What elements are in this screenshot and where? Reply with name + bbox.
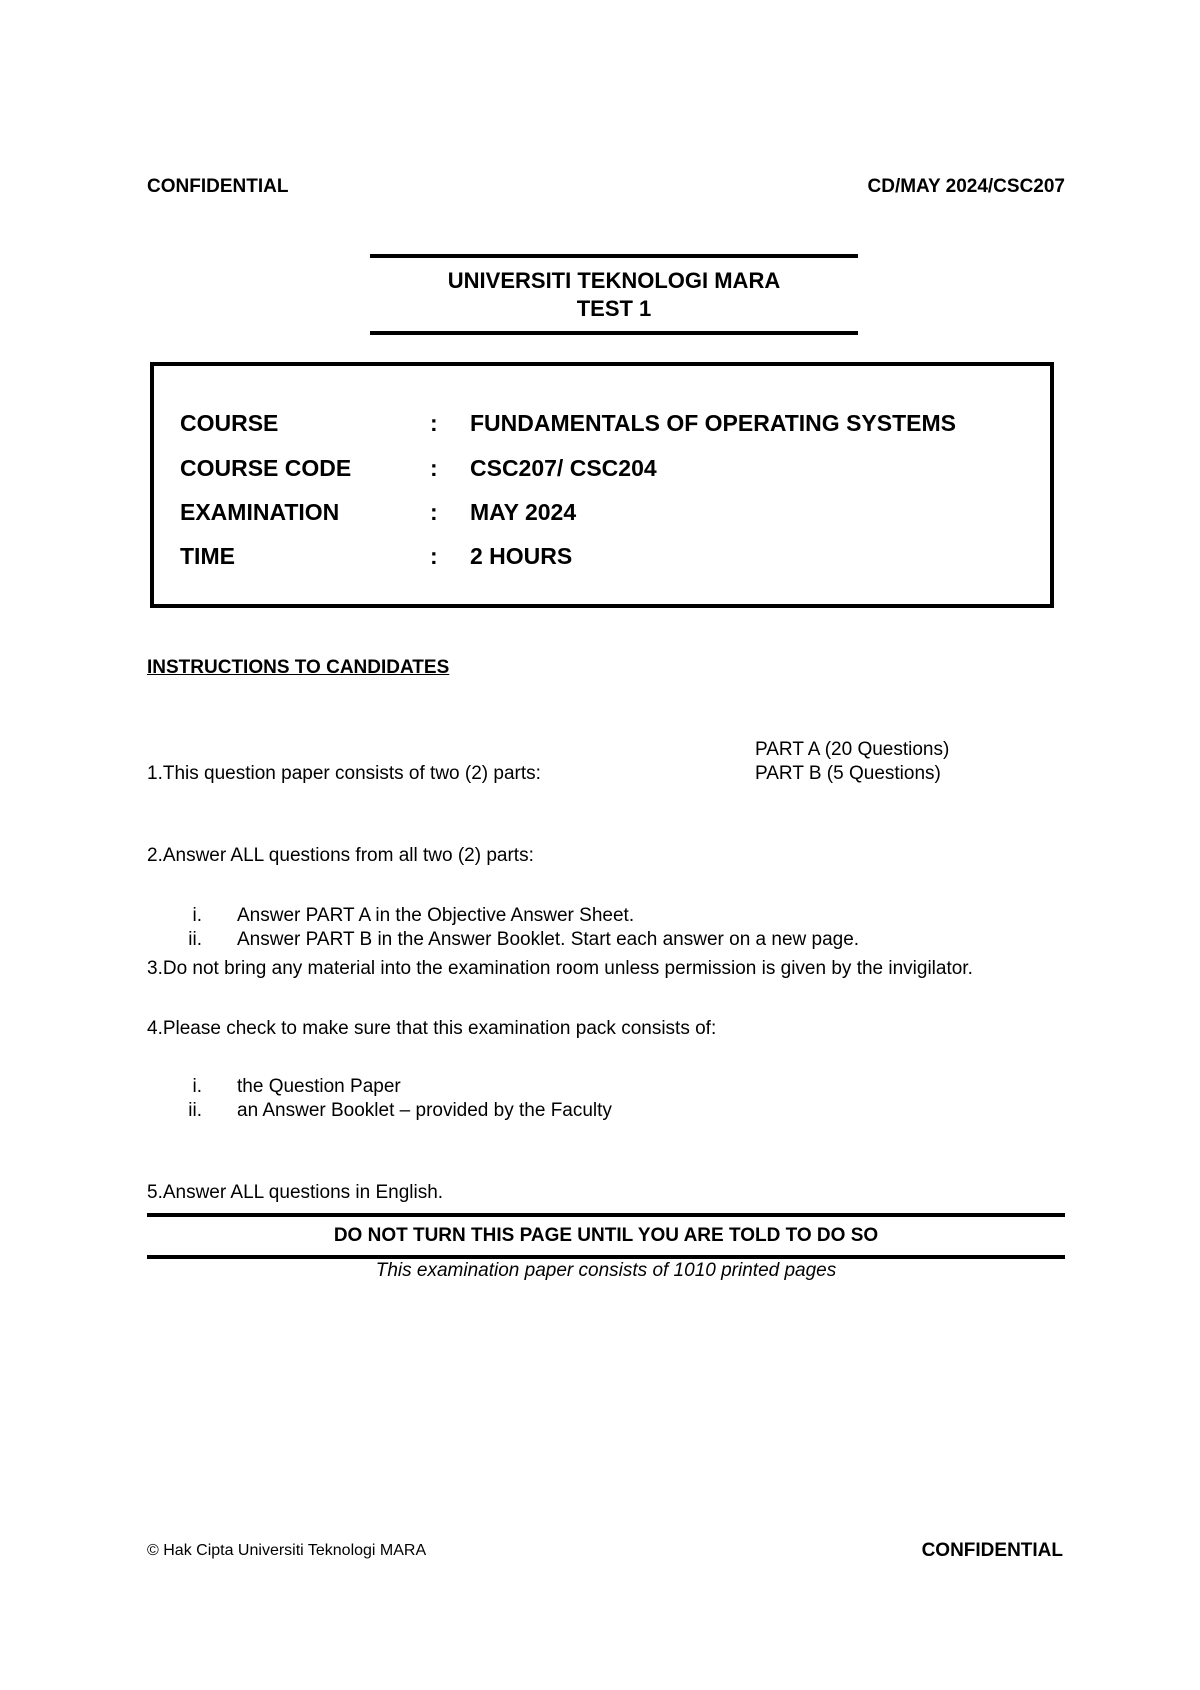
info-separator: : — [430, 499, 438, 525]
university-title: UNIVERSITI TEKNOLOGI MARA — [447, 268, 781, 293]
printed-pages-note: This examination paper consists of 1010 printed pages — [375, 1260, 837, 1281]
info-value: 2 HOURS — [470, 543, 573, 569]
info-separator: : — [430, 410, 438, 436]
instructions-heading: INSTRUCTIONS TO CANDIDATES — [147, 657, 450, 678]
info-key: COURSE CODE — [180, 455, 352, 481]
list-number: ii. — [188, 929, 202, 950]
instruction-4-sub-1: the Question Paper — [237, 1076, 401, 1097]
list-number: ii. — [188, 1100, 202, 1121]
instruction-4-sub-2: an Answer Booklet – provided by the Faculty — [237, 1100, 612, 1121]
warning-bottom-rule — [147, 1255, 1065, 1259]
test-title: TEST 1 — [576, 296, 652, 321]
info-value: CSC207/ CSC204 — [470, 455, 657, 481]
info-key: EXAMINATION — [180, 499, 340, 525]
footer-confidential-label: CONFIDENTIAL — [921, 1540, 1063, 1561]
header-paper-code: CD/MAY 2024/CSC207 — [867, 176, 1065, 197]
info-value: MAY 2024 — [470, 499, 577, 525]
list-number: i. — [192, 1076, 202, 1097]
info-separator: : — [430, 543, 438, 569]
info-key: TIME — [180, 543, 235, 569]
header-confidential-label: CONFIDENTIAL — [147, 176, 289, 197]
instruction-5: 5.Answer ALL questions in English. — [147, 1182, 444, 1203]
list-number: i. — [192, 905, 202, 926]
instruction-3: 3.Do not bring any material into the examination room unless permission is given by the invigilator. — [147, 958, 973, 979]
warning-top-rule — [147, 1213, 1065, 1217]
do-not-turn-warning: DO NOT TURN THIS PAGE UNTIL YOU ARE TOLD TO DO SO — [333, 1225, 879, 1246]
instruction-1: 1.This question paper consists of two (2) parts: — [147, 763, 541, 784]
info-value: FUNDAMENTALS OF OPERATING SYSTEMS — [470, 410, 956, 436]
instruction-4: 4.Please check to make sure that this examination pack consists of: — [147, 1018, 717, 1039]
instruction-2: 2.Answer ALL questions from all two (2) parts: — [147, 845, 534, 866]
part-b-label: PART B (5 Questions) — [755, 763, 941, 784]
instruction-2-sub-1: Answer PART A in the Objective Answer Sheet. — [237, 905, 635, 926]
course-info-box — [150, 362, 1054, 608]
part-a-label: PART A (20 Questions) — [755, 739, 950, 760]
title-bottom-rule — [370, 331, 858, 335]
title-top-rule — [370, 254, 858, 258]
instruction-2-sub-2: Answer PART B in the Answer Booklet. Start each answer on a new page. — [237, 929, 860, 950]
copyright-notice: © Hak Cipta Universiti Teknologi MARA — [147, 1542, 427, 1559]
info-key: COURSE — [180, 410, 279, 436]
info-separator: : — [430, 455, 438, 481]
